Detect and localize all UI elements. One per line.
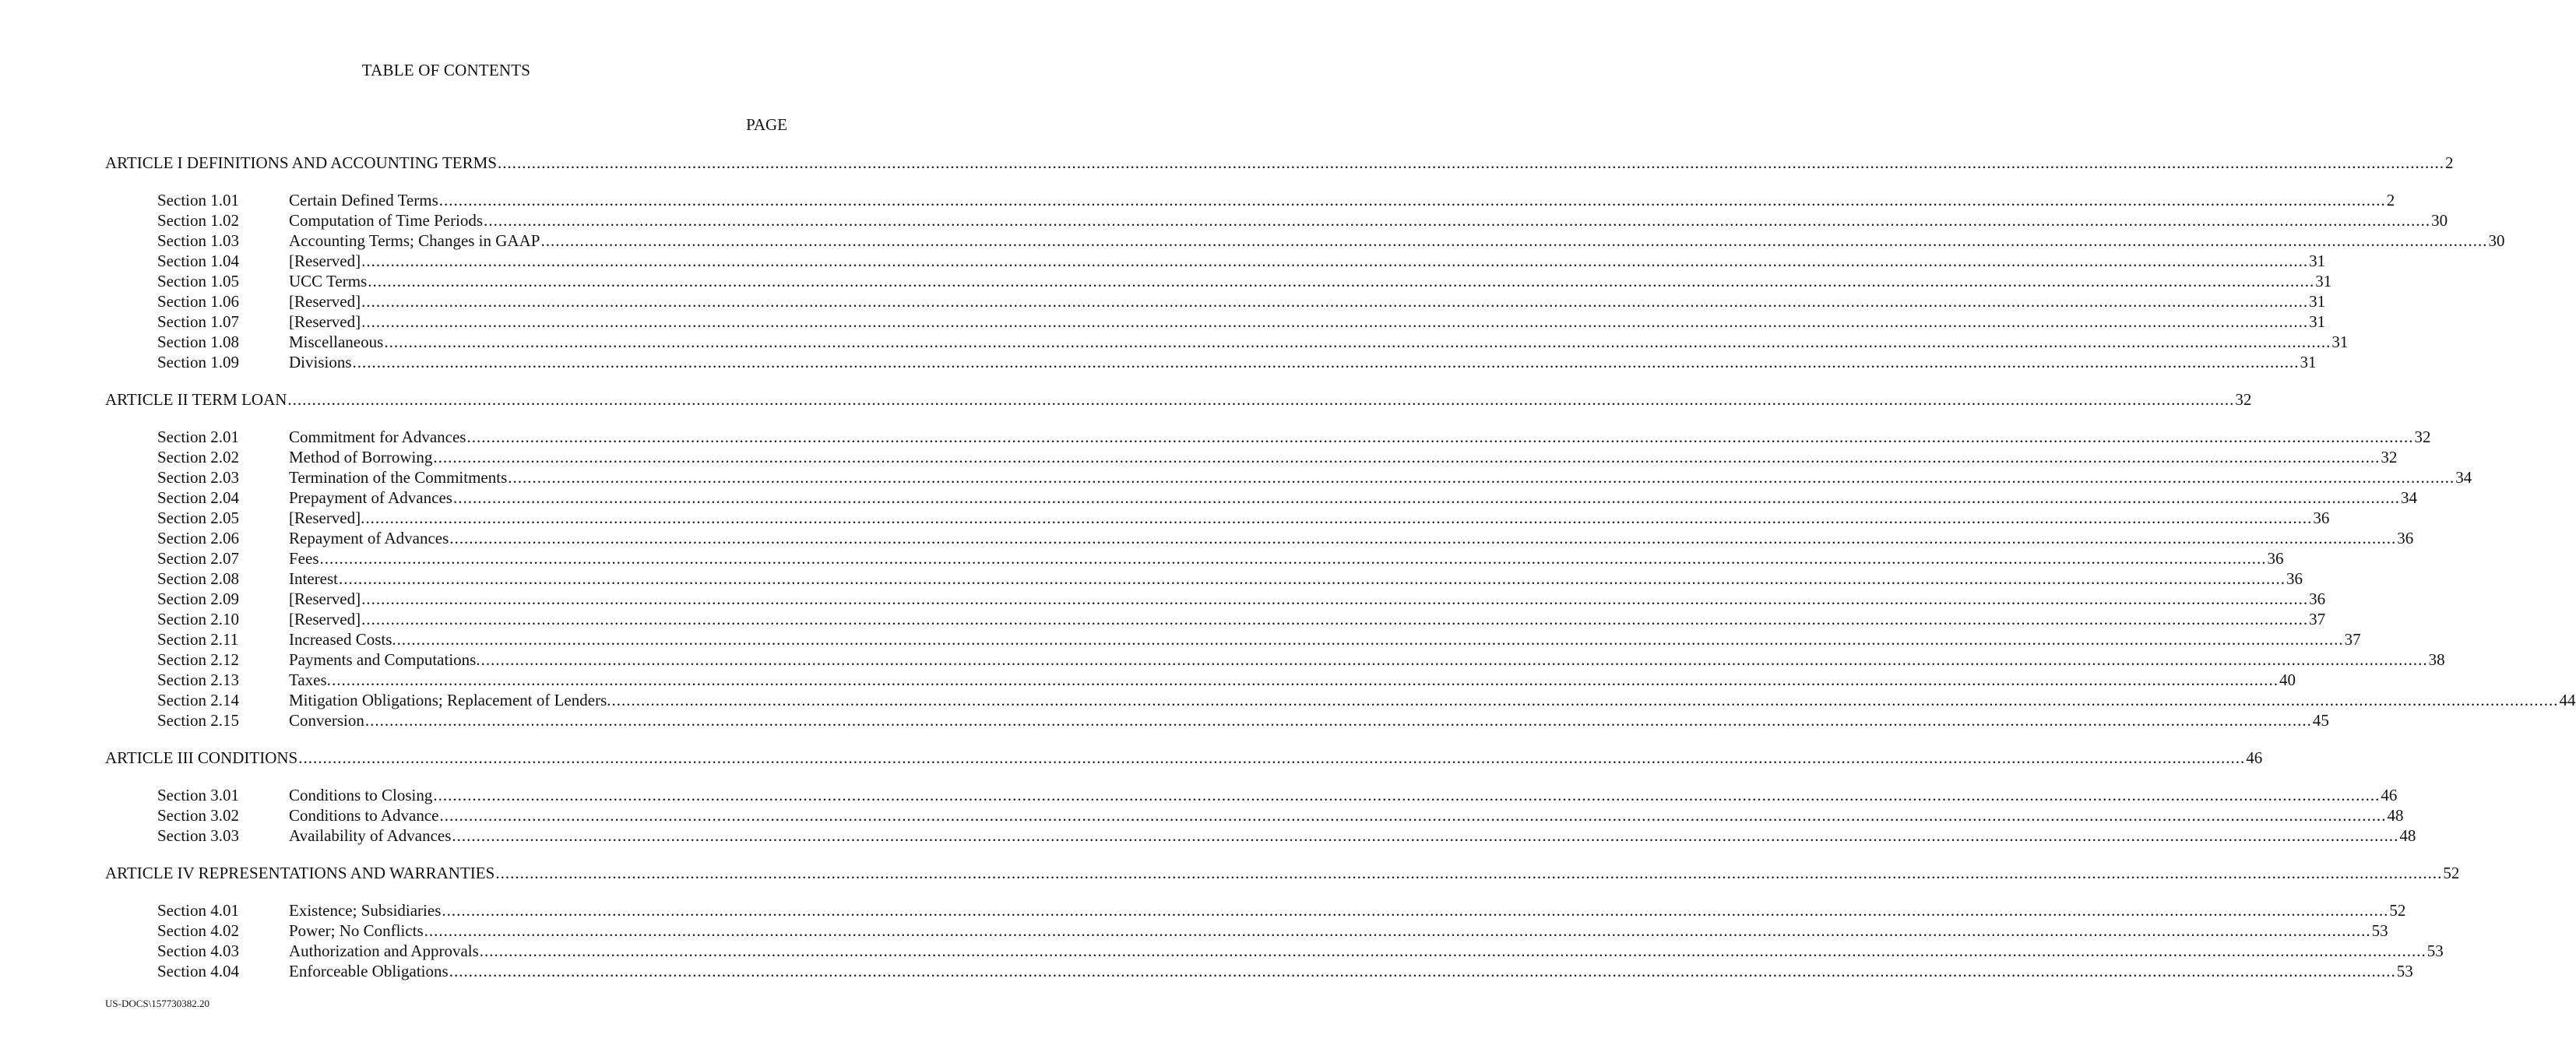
section-title: Increased Costs.	[289, 630, 396, 649]
section-number: Section 4.03	[157, 942, 239, 960]
toc-section-row[interactable]	[157, 508, 2330, 528]
section-number: Section 2.05	[157, 509, 239, 527]
section-title: [Reserved]	[289, 590, 361, 608]
dot-leader: ................................................................................................................................................................................................................................................................................................................................................................................................................	[365, 509, 2313, 527]
section-title: Conditions to Advance	[289, 806, 439, 825]
section-title: Fees	[289, 549, 319, 568]
toc-section-row[interactable]	[157, 710, 2329, 730]
page-number: 30	[2431, 211, 2448, 230]
section-number: Section 2.15	[157, 711, 239, 730]
dot-leader: ................................................................................................................................................................................................................................................................................................................................................................................................................	[611, 691, 2559, 709]
dot-leader: ................................................................................................................................................................................................................................................................................................................................................................................................................	[361, 590, 2309, 608]
dot-leader: ................................................................................................................................................................................................................................................................................................................................................................................................................	[439, 806, 2387, 825]
dot-leader: ................................................................................................................................................................................................................................................................................................................................................................................................................	[540, 231, 2488, 250]
toc-section-row[interactable]	[157, 528, 2414, 548]
dot-leader: ................................................................................................................................................................................................................................................................................................................................................................................................................	[449, 962, 2396, 980]
dot-leader: ................................................................................................................................................................................................................................................................................................................................................................................................................	[484, 211, 2431, 230]
page-number: 44	[2559, 691, 2576, 709]
page-number: 52	[2389, 901, 2406, 920]
page-number: 38	[2428, 650, 2445, 669]
toc-article-row[interactable]	[105, 389, 2252, 410]
toc-section-row[interactable]	[157, 609, 2326, 629]
section-number: Section 3.03	[157, 826, 239, 845]
toc-section-row[interactable]	[157, 920, 2388, 941]
dot-leader: ................................................................................................................................................................................................................................................................................................................................................................................................................	[497, 153, 2444, 172]
dot-leader: ................................................................................................................................................................................................................................................................................................................................................................................................................	[361, 610, 2309, 628]
section-number: Section 3.01	[157, 786, 239, 804]
section-number: Section 1.05	[157, 272, 239, 290]
page-number: 36	[2309, 590, 2326, 608]
section-title: Interest	[289, 569, 338, 588]
dot-leader: ................................................................................................................................................................................................................................................................................................................................................................................................................	[331, 671, 2279, 689]
section-number: Section 1.06	[157, 292, 239, 311]
page-title: TABLE OF CONTENTS	[361, 61, 531, 79]
section-title: Method of Borrowing	[289, 448, 433, 466]
section-title: Accounting Terms; Changes in GAAP	[289, 231, 540, 250]
article-title: ARTICLE III CONDITIONS	[105, 748, 298, 767]
toc-section-row[interactable]	[157, 467, 2472, 488]
dot-leader: ................................................................................................................................................................................................................................................................................................................................................................................................................	[479, 942, 2426, 960]
toc-section-row[interactable]	[157, 548, 2284, 568]
section-title: Repayment of Advances	[289, 529, 449, 547]
section-number: Section 1.03	[157, 231, 239, 250]
section-number: Section 2.14	[157, 691, 239, 709]
page-number: 31	[2300, 353, 2317, 371]
article-title: ARTICLE I DEFINITIONS AND ACCOUNTING TERMS	[105, 153, 497, 172]
toc-section-row[interactable]	[157, 825, 2416, 846]
page-number: 30	[2488, 231, 2505, 250]
dot-leader: ................................................................................................................................................................................................................................................................................................................................................................................................................	[396, 630, 2344, 649]
toc-section-row[interactable]	[157, 190, 2395, 210]
page-number: 37	[2344, 630, 2361, 649]
dot-leader: ................................................................................................................................................................................................................................................................................................................................................................................................................	[384, 333, 2331, 351]
section-number: Section 2.06	[157, 529, 239, 547]
section-title: [Reserved]	[289, 252, 361, 270]
section-title: Enforceable Obligations	[289, 962, 449, 980]
toc-section-row[interactable]	[157, 941, 2444, 961]
section-number: Section 3.02	[157, 806, 239, 825]
dot-leader: ................................................................................................................................................................................................................................................................................................................................................................................................................	[361, 252, 2309, 270]
section-title: Payments and Computations.	[289, 650, 480, 669]
page-number: 48	[2387, 806, 2404, 825]
section-number: Section 2.01	[157, 428, 239, 446]
section-title: Mitigation Obligations; Replacement of Lenders.	[289, 691, 611, 709]
section-number: Section 1.01	[157, 191, 239, 209]
dot-leader: ................................................................................................................................................................................................................................................................................................................................................................................................................	[364, 711, 2312, 730]
dot-leader: ................................................................................................................................................................................................................................................................................................................................................................................................................	[495, 864, 2443, 882]
section-number: Section 2.04	[157, 488, 239, 507]
dot-leader: ................................................................................................................................................................................................................................................................................................................................................................................................................	[452, 488, 2400, 507]
toc-section-row[interactable]	[157, 670, 2296, 690]
dot-leader: ................................................................................................................................................................................................................................................................................................................................................................................................................	[438, 191, 2386, 209]
section-title: [Reserved].	[289, 509, 365, 527]
section-number: Section 4.04	[157, 962, 239, 980]
dot-leader: ................................................................................................................................................................................................................................................................................................................................................................................................................	[287, 390, 2235, 409]
page-number: 31	[2309, 292, 2326, 311]
section-number: Section 2.02	[157, 448, 239, 466]
page-number: 36	[2286, 569, 2303, 588]
toc-section-row[interactable]	[157, 488, 2417, 508]
dot-leader: ................................................................................................................................................................................................................................................................................................................................................................................................................	[466, 428, 2414, 446]
section-number: Section 2.03	[157, 468, 239, 487]
dot-leader: ................................................................................................................................................................................................................................................................................................................................................................................................................	[433, 786, 2381, 804]
dot-leader: ................................................................................................................................................................................................................................................................................................................................................................................................................	[449, 529, 2397, 547]
section-title: Existence; Subsidiaries	[289, 901, 442, 920]
toc-section-row[interactable]	[157, 352, 2317, 372]
section-title: [Reserved]	[289, 312, 361, 331]
page-number: 31	[2315, 272, 2332, 290]
dot-leader: ................................................................................................................................................................................................................................................................................................................................................................................................................	[319, 549, 2267, 568]
page-number: 31	[2309, 312, 2326, 331]
section-title: Certain Defined Terms	[289, 191, 438, 209]
page-number: 34	[2455, 468, 2472, 487]
page-number: 32	[2414, 428, 2431, 446]
section-number: Section 2.07	[157, 549, 239, 568]
page-number: 53	[2426, 942, 2444, 960]
section-title: Commitment for Advances	[289, 428, 466, 446]
section-title: Availability of Advances	[289, 826, 452, 845]
toc-section-row[interactable]	[157, 231, 2505, 251]
section-title: UCC Terms	[289, 272, 368, 290]
section-number: Section 2.11	[157, 630, 239, 649]
page-number: 32	[2235, 390, 2252, 409]
page-number: 31	[2309, 252, 2326, 270]
dot-leader: ................................................................................................................................................................................................................................................................................................................................................................................................................	[442, 901, 2389, 920]
dot-leader: ................................................................................................................................................................................................................................................................................................................................................................................................................	[298, 748, 2246, 767]
dot-leader: ................................................................................................................................................................................................................................................................................................................................................................................................................	[452, 826, 2399, 845]
page-number: 2	[2444, 153, 2454, 172]
page-number: 2	[2386, 191, 2395, 209]
article-title: ARTICLE II TERM LOAN	[105, 390, 287, 409]
dot-leader: ................................................................................................................................................................................................................................................................................................................................................................................................................	[424, 921, 2371, 940]
dot-leader: ................................................................................................................................................................................................................................................................................................................................................................................................................	[480, 650, 2428, 669]
toc-section-row[interactable]	[157, 568, 2303, 589]
page-number: 34	[2400, 488, 2417, 507]
toc-section-row[interactable]	[157, 900, 2406, 920]
section-number: Section 2.09	[157, 590, 239, 608]
section-title: Conversion	[289, 711, 364, 730]
toc-section-row[interactable]	[157, 427, 2431, 447]
dot-leader: ................................................................................................................................................................................................................................................................................................................................................................................................................	[433, 448, 2381, 466]
toc-section-row[interactable]	[157, 210, 2448, 231]
toc-section-row[interactable]	[157, 251, 2326, 271]
dot-leader: ................................................................................................................................................................................................................................................................................................................................................................................................................	[508, 468, 2455, 487]
section-title: Computation of Time Periods	[289, 211, 484, 230]
dot-leader: ................................................................................................................................................................................................................................................................................................................................................................................................................	[352, 353, 2300, 371]
section-number: Section 2.08	[157, 569, 239, 588]
toc-section-row[interactable]	[157, 785, 2398, 805]
page-number: 36	[2397, 529, 2414, 547]
section-number: Section 4.01	[157, 901, 239, 920]
section-title: Miscellaneous	[289, 333, 384, 351]
section-title: [Reserved]	[289, 292, 361, 311]
page-column-header: PAGE	[746, 115, 787, 134]
page-number: 45	[2312, 711, 2329, 730]
section-number: Section 1.08	[157, 333, 239, 351]
section-title: Authorization and Approvals	[289, 942, 479, 960]
dot-leader: ................................................................................................................................................................................................................................................................................................................................................................................................................	[368, 272, 2315, 290]
page-number: 46	[2381, 786, 2398, 804]
page-number: 36	[2313, 509, 2330, 527]
section-number: Section 2.13	[157, 671, 239, 689]
section-title: Divisions	[289, 353, 352, 371]
page-number: 32	[2381, 448, 2398, 466]
document-id-footer: US-DOCS\157730382.20	[105, 998, 209, 1009]
section-number: Section 1.04	[157, 252, 239, 270]
section-title: Prepayment of Advances	[289, 488, 452, 507]
page-number: 53	[2396, 962, 2413, 980]
page-number: 36	[2267, 549, 2284, 568]
section-title: Termination of the Commitments	[289, 468, 508, 487]
toc-section-row[interactable]	[157, 332, 2349, 352]
toc-section-row[interactable]	[157, 447, 2398, 467]
toc-section-row[interactable]	[157, 312, 2326, 332]
toc-section-row[interactable]	[157, 690, 2576, 710]
page-number: 40	[2279, 671, 2296, 689]
toc-section-row[interactable]	[157, 805, 2404, 825]
toc-section-row[interactable]	[157, 291, 2326, 312]
toc-section-row[interactable]	[157, 589, 2326, 609]
toc-section-row[interactable]	[157, 649, 2445, 670]
section-title: Taxes.	[289, 671, 331, 689]
section-number: Section 4.02	[157, 921, 239, 940]
section-number: Section 1.07	[157, 312, 239, 331]
section-number: Section 1.02	[157, 211, 239, 230]
dot-leader: ................................................................................................................................................................................................................................................................................................................................................................................................................	[338, 569, 2286, 588]
toc-article-row[interactable]	[105, 863, 2460, 883]
section-title: [Reserved]	[289, 610, 361, 628]
page-number: 53	[2371, 921, 2388, 940]
page-number: 46	[2246, 748, 2263, 767]
toc-section-row[interactable]	[157, 961, 2413, 981]
toc-article-row[interactable]	[105, 748, 2263, 768]
toc-section-row[interactable]	[157, 629, 2361, 649]
page-number: 52	[2443, 864, 2460, 882]
page-number: 48	[2399, 826, 2416, 845]
section-number: Section 2.10	[157, 610, 239, 628]
section-number: Section 2.12	[157, 650, 239, 669]
dot-leader: ................................................................................................................................................................................................................................................................................................................................................................................................................	[361, 292, 2309, 311]
page-number: 31	[2331, 333, 2349, 351]
dot-leader: ................................................................................................................................................................................................................................................................................................................................................................................................................	[361, 312, 2309, 331]
section-title: Power; No Conflicts	[289, 921, 424, 940]
section-title: Conditions to Closing	[289, 786, 433, 804]
toc-section-row[interactable]	[157, 271, 2332, 291]
section-number: Section 1.09	[157, 353, 239, 371]
toc-article-row[interactable]	[105, 153, 2454, 173]
page-number: 37	[2309, 610, 2326, 628]
article-title: ARTICLE IV REPRESENTATIONS AND WARRANTIES	[105, 864, 495, 882]
